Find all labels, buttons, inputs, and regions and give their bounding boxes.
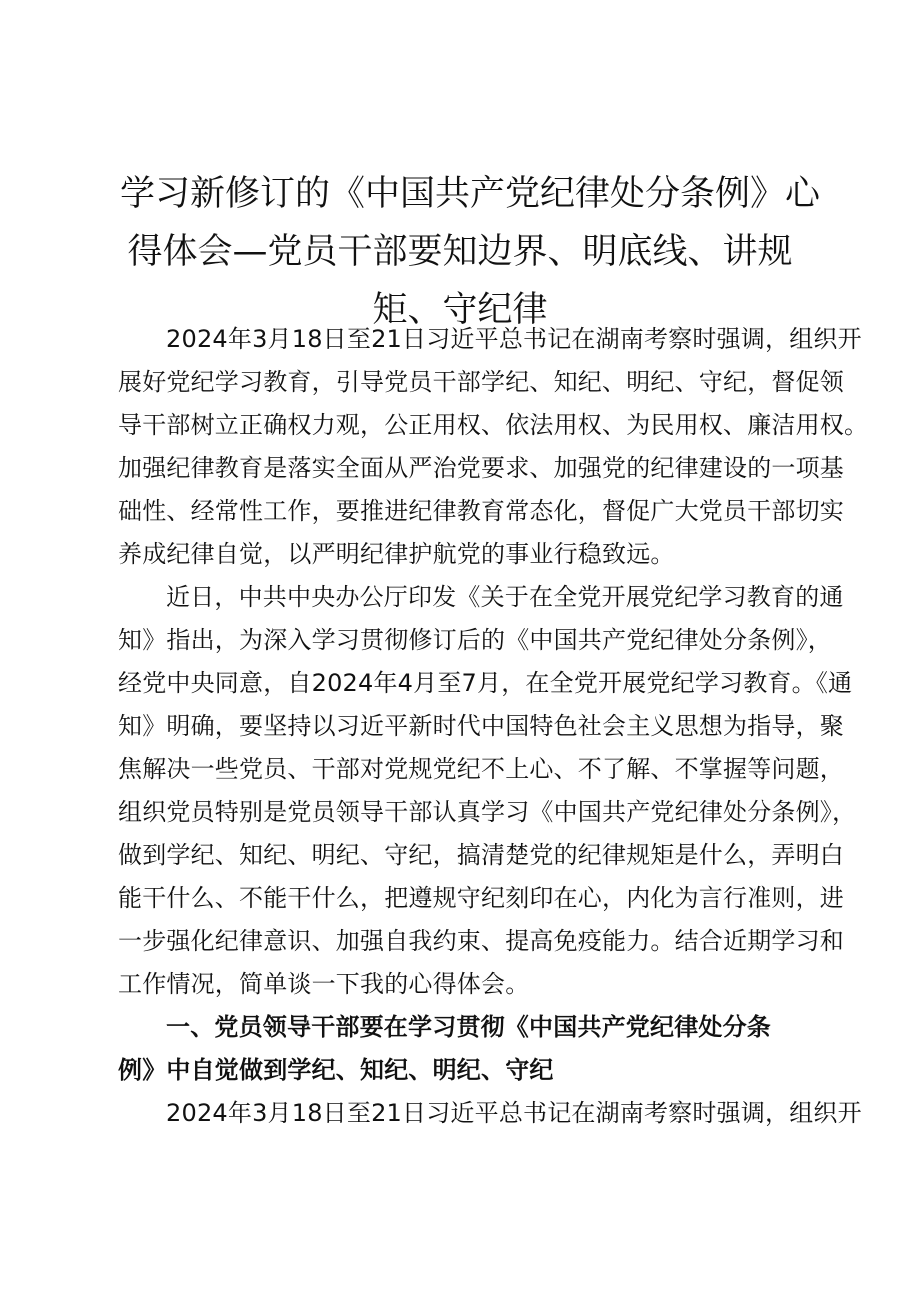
paragraph-2-line: 组织党员特别是党员领导干部认真学习《中国共产党纪律处分条例》， [118, 798, 857, 826]
title-line-3: 矩、守纪律 [372, 290, 548, 330]
paragraph-2-line: 知》明确，要坚持以习近平新时代中国特色社会主义思想为指导，聚 [118, 712, 844, 740]
paragraph-1-line: 础性、经常性工作，要推进纪律教育常态化，督促广大党员干部切实 [118, 497, 844, 525]
paragraph-2-line: 工作情况，简单谈一下我的心得体会。 [118, 970, 530, 998]
paragraph-1-line: 导干部树立正确权力观，公正用权、依法用权、为民用权、廉洁用权。 [118, 411, 869, 439]
section-heading-line: 一、党员领导干部要在学习贯彻《中国共产党纪律处分条 [166, 1013, 771, 1041]
section-heading-line: 例》中自觉做到学纪、知纪、明纪、守纪 [118, 1056, 554, 1084]
paragraph-2-line: 一步强化纪律意识、加强自我约束、提高免疫能力。结合近期学习和 [118, 927, 844, 955]
paragraph-2-line: 知》指出，为深入学习贯彻修订后的《中国共产党纪律处分条例》， [118, 626, 832, 654]
paragraph-1-line: 2024年3月18日至21日习近平总书记在湖南考察时强调，组织开 [166, 325, 862, 353]
title-line-1: 学习新修订的《中国共产党纪律处分条例》心 [120, 174, 821, 214]
document-body [118, 318, 869, 1135]
paragraph-2-line: 焦解决一些党员、干部对党规党纪不上心、不了解、不掌握等问题， [118, 755, 844, 783]
paragraph-1-line: 展好党纪学习教育，引导党员干部学纪、知纪、明纪、守纪，督促领 [118, 368, 844, 396]
paragraph-2-line: 做到学纪、知纪、明纪、守纪，搞清楚党的纪律规矩是什么，弄明白 [118, 841, 844, 869]
paragraph-1-line: 养成纪律自觉，以严明纪律护航党的事业行稳致远。 [118, 540, 675, 568]
paragraph-1-line: 加强纪律教育是落实全面从严治党要求、加强党的纪律建设的一项基 [118, 454, 844, 482]
paragraph-3-line: 2024年3月18日至21日习近平总书记在湖南考察时强调，组织开 [166, 1099, 862, 1127]
document-title [120, 165, 821, 339]
title-line-2: 得体会—党员干部要知边界、明底线、讲规 [127, 232, 793, 272]
paragraph-2-line: 近日，中共中央办公厅印发《关于在全党开展党纪学习教育的通 [166, 583, 844, 611]
paragraph-2-line: 经党中央同意，自2024年4月至7月，在全党开展党纪学习教育。《通 [118, 669, 853, 697]
paragraph-2-line: 能干什么、不能干什么，把遵规守纪刻印在心，内化为言行准则，进 [118, 884, 844, 912]
